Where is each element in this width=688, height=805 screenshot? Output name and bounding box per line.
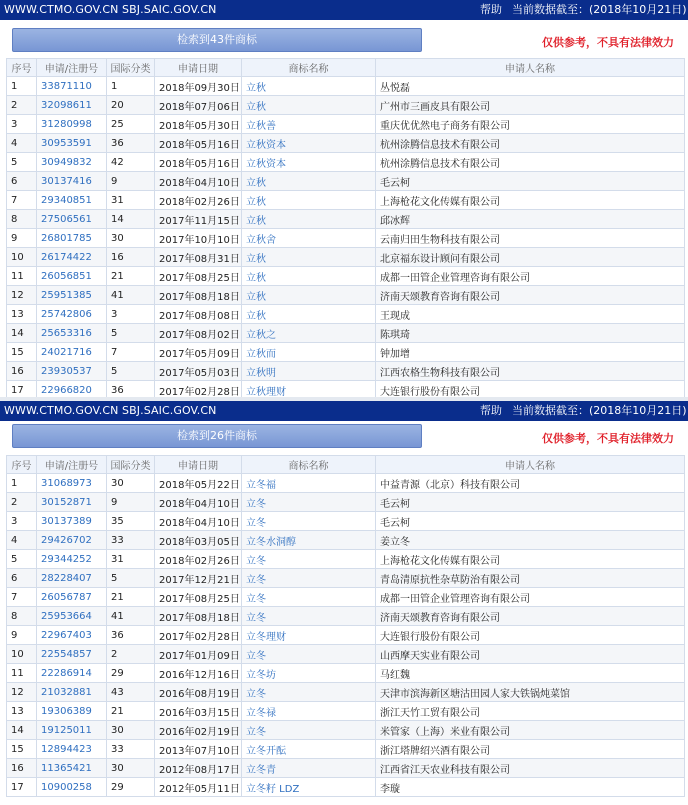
applicant-cell: 天津市滨海新区塘沽田园人家大铁锅炖菜馆 — [376, 683, 685, 702]
trademark-name-cell[interactable]: 立秋善 — [242, 115, 376, 134]
column-header: 国际分类 — [107, 456, 155, 474]
table-row — [7, 172, 685, 191]
class-cell: 21 — [107, 267, 155, 286]
table-header-row — [7, 59, 685, 77]
table-row — [7, 778, 685, 797]
trademark-name-cell[interactable]: 立秋舍 — [242, 229, 376, 248]
table-row — [7, 683, 685, 702]
applicant-cell: 毛云柯 — [376, 512, 685, 531]
reg-number-cell[interactable]: 12894423 — [37, 740, 107, 759]
row-index-cell: 11 — [7, 267, 37, 286]
reg-number-cell[interactable]: 19306389 — [37, 702, 107, 721]
trademark-name-cell[interactable]: 立冬 — [242, 721, 376, 740]
date-cell: 2012年05月11日 — [155, 778, 242, 797]
class-cell: 41 — [107, 607, 155, 626]
trademark-name-cell[interactable]: 立秋 — [242, 305, 376, 324]
class-cell: 30 — [107, 721, 155, 740]
date-cell: 2018年02月26日 — [155, 191, 242, 210]
table-row — [7, 153, 685, 172]
column-header: 申请日期 — [155, 59, 242, 77]
trademark-name-cell[interactable]: 立秋理财 — [242, 381, 376, 400]
table-row — [7, 191, 685, 210]
applicant-cell: 钟加增 — [376, 343, 685, 362]
row-index-cell: 8 — [7, 607, 37, 626]
table-row — [7, 96, 685, 115]
applicant-cell: 王现成 — [376, 305, 685, 324]
column-header: 商标名称 — [242, 59, 376, 77]
row-index-cell: 1 — [7, 77, 37, 96]
class-cell: 31 — [107, 191, 155, 210]
applicant-cell: 广州市三画皮具有限公司 — [376, 96, 685, 115]
class-cell: 36 — [107, 134, 155, 153]
table-row — [7, 645, 685, 664]
table-row — [7, 550, 685, 569]
help-link[interactable]: 帮助 — [480, 3, 502, 16]
class-cell: 5 — [107, 569, 155, 588]
trademark-search-panel-2 — [0, 401, 688, 805]
applicant-cell: 江西农格生物科技有限公司 — [376, 362, 685, 381]
table-row — [7, 267, 685, 286]
column-header: 申请/注册号 — [37, 59, 107, 77]
date-cell: 2017年02月28日 — [155, 626, 242, 645]
applicant-cell: 李璇 — [376, 778, 685, 797]
row-index-cell: 6 — [7, 569, 37, 588]
row-index-cell: 13 — [7, 702, 37, 721]
site-header-bar — [0, 0, 688, 20]
reg-number-cell[interactable]: 25953664 — [37, 607, 107, 626]
table-row — [7, 286, 685, 305]
reg-number-cell[interactable]: 33871110 — [37, 77, 107, 96]
table-row — [7, 626, 685, 645]
table-row — [7, 229, 685, 248]
reg-number-cell[interactable]: 30953591 — [37, 134, 107, 153]
date-cell: 2017年05月03日 — [155, 362, 242, 381]
row-index-cell: 16 — [7, 759, 37, 778]
site-header-bar — [0, 401, 688, 421]
applicant-cell: 浙江塔牌绍兴酒有限公司 — [376, 740, 685, 759]
column-header: 序号 — [7, 456, 37, 474]
date-cell: 2018年05月30日 — [155, 115, 242, 134]
table-row — [7, 740, 685, 759]
table-row — [7, 721, 685, 740]
row-index-cell: 11 — [7, 664, 37, 683]
table-row — [7, 248, 685, 267]
date-cell: 2013年07月10日 — [155, 740, 242, 759]
row-index-cell: 10 — [7, 248, 37, 267]
class-cell: 21 — [107, 588, 155, 607]
trademark-name-cell[interactable]: 立秋 — [242, 210, 376, 229]
row-index-cell: 14 — [7, 324, 37, 343]
applicant-cell: 重庆优优然电子商务有限公司 — [376, 115, 685, 134]
reg-number-cell[interactable]: 30152871 — [37, 493, 107, 512]
class-cell: 30 — [107, 229, 155, 248]
row-index-cell: 6 — [7, 172, 37, 191]
applicant-cell: 济南天颂教育咨询有限公司 — [376, 607, 685, 626]
applicant-cell: 杭州涂腾信息技术有限公司 — [376, 134, 685, 153]
trademark-result-table — [6, 455, 685, 797]
table-header-row — [7, 456, 685, 474]
class-cell: 16 — [107, 248, 155, 267]
date-cell: 2018年03月05日 — [155, 531, 242, 550]
reg-number-cell[interactable]: 25742806 — [37, 305, 107, 324]
reg-number-cell[interactable]: 26801785 — [37, 229, 107, 248]
applicant-cell: 邱冰辉 — [376, 210, 685, 229]
class-cell: 9 — [107, 493, 155, 512]
reg-number-cell[interactable]: 22967403 — [37, 626, 107, 645]
result-summary-bar — [0, 20, 688, 54]
applicant-cell: 中益青源（北京）科技有限公司 — [376, 474, 685, 493]
trademark-name-cell[interactable]: 立冬 — [242, 512, 376, 531]
trademark-name-cell[interactable]: 立冬福 — [242, 474, 376, 493]
row-index-cell: 1 — [7, 474, 37, 493]
date-cell: 2017年01月09日 — [155, 645, 242, 664]
trademark-name-cell[interactable]: 立冬开酝 — [242, 740, 376, 759]
row-index-cell: 5 — [7, 550, 37, 569]
table-row — [7, 134, 685, 153]
class-cell: 36 — [107, 626, 155, 645]
table-row — [7, 305, 685, 324]
date-cell: 2017年02月28日 — [155, 381, 242, 400]
table-row — [7, 362, 685, 381]
row-index-cell: 10 — [7, 645, 37, 664]
help-link[interactable]: 帮助 — [480, 404, 502, 417]
class-cell: 36 — [107, 381, 155, 400]
date-cell: 2018年05月16日 — [155, 134, 242, 153]
class-cell: 25 — [107, 115, 155, 134]
date-cell: 2017年05月09日 — [155, 343, 242, 362]
row-index-cell: 17 — [7, 778, 37, 797]
disclaimer-text: 仅供参考，不具有法律效力 — [542, 36, 674, 49]
date-cell: 2018年04月10日 — [155, 493, 242, 512]
class-cell: 31 — [107, 550, 155, 569]
trademark-name-cell[interactable]: 立秋之 — [242, 324, 376, 343]
reg-number-cell[interactable]: 24021716 — [37, 343, 107, 362]
trademark-search-panel-1 — [0, 0, 688, 397]
row-index-cell: 2 — [7, 96, 37, 115]
column-header: 国际分类 — [107, 59, 155, 77]
reg-number-cell[interactable]: 26174422 — [37, 248, 107, 267]
table-row — [7, 210, 685, 229]
applicant-cell: 江西省江天农业科技有限公司 — [376, 759, 685, 778]
site-url-label: WWW.CTMO.GOV.CN SBJ.SAIC.GOV.CN — [4, 3, 217, 16]
reg-number-cell[interactable]: 25653316 — [37, 324, 107, 343]
trademark-name-cell[interactable]: 立秋资本 — [242, 134, 376, 153]
table-row — [7, 324, 685, 343]
reg-number-cell[interactable]: 19125011 — [37, 721, 107, 740]
applicant-cell: 毛云柯 — [376, 172, 685, 191]
row-index-cell: 16 — [7, 362, 37, 381]
reg-number-cell[interactable]: 29340851 — [37, 191, 107, 210]
date-cell: 2017年08月02日 — [155, 324, 242, 343]
class-cell: 30 — [107, 759, 155, 778]
reg-number-cell[interactable]: 10900258 — [37, 778, 107, 797]
result-count-button[interactable]: 检索到26件商标 — [12, 424, 422, 448]
reg-number-cell[interactable]: 22286914 — [37, 664, 107, 683]
class-cell: 41 — [107, 286, 155, 305]
result-count-button[interactable]: 检索到43件商标 — [12, 28, 422, 52]
row-index-cell: 2 — [7, 493, 37, 512]
trademark-name-cell[interactable]: 立冬 — [242, 607, 376, 626]
date-cell: 2017年08月31日 — [155, 248, 242, 267]
date-cell: 2018年02月26日 — [155, 550, 242, 569]
reg-number-cell[interactable]: 21032881 — [37, 683, 107, 702]
reg-number-cell[interactable]: 22966820 — [37, 381, 107, 400]
table-row — [7, 343, 685, 362]
row-index-cell: 14 — [7, 721, 37, 740]
table-row — [7, 474, 685, 493]
row-index-cell: 4 — [7, 134, 37, 153]
date-cell: 2018年05月22日 — [155, 474, 242, 493]
class-cell: 29 — [107, 778, 155, 797]
class-cell: 9 — [107, 172, 155, 191]
applicant-cell: 杭州涂腾信息技术有限公司 — [376, 153, 685, 172]
date-cell: 2018年07月06日 — [155, 96, 242, 115]
trademark-name-cell[interactable]: 立冬籽 LDZ — [242, 778, 376, 797]
date-cell: 2017年08月18日 — [155, 607, 242, 626]
class-cell: 33 — [107, 740, 155, 759]
applicant-cell: 丛悦磊 — [376, 77, 685, 96]
table-row — [7, 531, 685, 550]
row-index-cell: 15 — [7, 740, 37, 759]
date-cell: 2016年03月15日 — [155, 702, 242, 721]
trademark-name-cell[interactable]: 立冬 — [242, 550, 376, 569]
table-row — [7, 512, 685, 531]
trademark-name-cell[interactable]: 立冬禄 — [242, 702, 376, 721]
date-cell: 2017年11月15日 — [155, 210, 242, 229]
class-cell: 42 — [107, 153, 155, 172]
row-index-cell: 3 — [7, 512, 37, 531]
reg-number-cell[interactable]: 29426702 — [37, 531, 107, 550]
trademark-name-cell[interactable]: 立冬 — [242, 683, 376, 702]
applicant-cell: 毛云柯 — [376, 493, 685, 512]
date-cell: 2017年08月25日 — [155, 267, 242, 286]
class-cell: 33 — [107, 531, 155, 550]
applicant-cell: 米管家（上海）米业有限公司 — [376, 721, 685, 740]
date-cell: 2017年12月21日 — [155, 569, 242, 588]
row-index-cell: 17 — [7, 381, 37, 400]
row-index-cell: 13 — [7, 305, 37, 324]
table-row — [7, 493, 685, 512]
class-cell: 21 — [107, 702, 155, 721]
class-cell: 5 — [107, 324, 155, 343]
trademark-name-cell[interactable]: 立秋 — [242, 191, 376, 210]
reg-number-cell[interactable]: 25951385 — [37, 286, 107, 305]
column-header: 商标名称 — [242, 456, 376, 474]
row-index-cell: 4 — [7, 531, 37, 550]
reg-number-cell[interactable]: 30137389 — [37, 512, 107, 531]
applicant-cell: 大连银行股份有限公司 — [376, 381, 685, 400]
reg-number-cell[interactable]: 26056851 — [37, 267, 107, 286]
date-cell: 2016年02月19日 — [155, 721, 242, 740]
column-header: 序号 — [7, 59, 37, 77]
applicant-cell: 济南天颂教育咨询有限公司 — [376, 286, 685, 305]
trademark-name-cell[interactable]: 立秋资本 — [242, 153, 376, 172]
date-cell: 2017年08月25日 — [155, 588, 242, 607]
date-cell: 2018年04月10日 — [155, 172, 242, 191]
trademark-name-cell[interactable]: 立冬水洞醇 — [242, 531, 376, 550]
reg-number-cell[interactable]: 27506561 — [37, 210, 107, 229]
class-cell: 43 — [107, 683, 155, 702]
reg-number-cell[interactable]: 26056787 — [37, 588, 107, 607]
table-row — [7, 77, 685, 96]
applicant-cell: 陈琪琦 — [376, 324, 685, 343]
row-index-cell: 9 — [7, 229, 37, 248]
trademark-name-cell[interactable]: 立秋 — [242, 172, 376, 191]
applicant-cell: 上海枪花文化传媒有限公司 — [376, 550, 685, 569]
date-cell: 2017年08月08日 — [155, 305, 242, 324]
trademark-name-cell[interactable]: 立冬 — [242, 493, 376, 512]
column-header: 申请日期 — [155, 456, 242, 474]
trademark-name-cell[interactable]: 立秋 — [242, 248, 376, 267]
class-cell: 30 — [107, 474, 155, 493]
applicant-cell: 浙江天竹工贸有限公司 — [376, 702, 685, 721]
table-row — [7, 607, 685, 626]
date-cell: 2016年12月16日 — [155, 664, 242, 683]
row-index-cell: 8 — [7, 210, 37, 229]
reg-number-cell[interactable]: 29344252 — [37, 550, 107, 569]
applicant-cell: 青岛清原抗性杂草防治有限公司 — [376, 569, 685, 588]
trademark-name-cell[interactable]: 立冬理财 — [242, 626, 376, 645]
applicant-cell: 大连银行股份有限公司 — [376, 626, 685, 645]
result-summary-bar — [0, 421, 688, 455]
date-cell: 2018年09月30日 — [155, 77, 242, 96]
applicant-cell: 山西摩天实业有限公司 — [376, 645, 685, 664]
reg-number-cell[interactable]: 11365421 — [37, 759, 107, 778]
row-index-cell: 7 — [7, 588, 37, 607]
reg-number-cell[interactable]: 31280998 — [37, 115, 107, 134]
class-cell: 35 — [107, 512, 155, 531]
site-url-label: WWW.CTMO.GOV.CN SBJ.SAIC.GOV.CN — [4, 404, 217, 417]
table-row — [7, 569, 685, 588]
class-cell: 5 — [107, 362, 155, 381]
applicant-cell: 上海枪花文化传媒有限公司 — [376, 191, 685, 210]
trademark-name-cell[interactable]: 立秋 — [242, 267, 376, 286]
date-cell: 2017年08月18日 — [155, 286, 242, 305]
table-row — [7, 759, 685, 778]
table-row — [7, 664, 685, 683]
reg-number-cell[interactable]: 31068973 — [37, 474, 107, 493]
applicant-cell: 北京福东设计顾问有限公司 — [376, 248, 685, 267]
date-cell: 2018年05月16日 — [155, 153, 242, 172]
row-index-cell: 3 — [7, 115, 37, 134]
row-index-cell: 7 — [7, 191, 37, 210]
row-index-cell: 12 — [7, 683, 37, 702]
applicant-cell: 马红魏 — [376, 664, 685, 683]
applicant-cell: 成都一田管企业管理咨询有限公司 — [376, 267, 685, 286]
row-index-cell: 15 — [7, 343, 37, 362]
column-header: 申请人名称 — [376, 59, 685, 77]
trademark-name-cell[interactable]: 立秋 — [242, 286, 376, 305]
applicant-cell: 成都一田管企业管理咨询有限公司 — [376, 588, 685, 607]
reg-number-cell[interactable]: 32098611 — [37, 96, 107, 115]
date-cell: 2012年08月17日 — [155, 759, 242, 778]
trademark-name-cell[interactable]: 立冬 — [242, 569, 376, 588]
data-date-label: 当前数据截至：(2018年10月21日) — [512, 404, 687, 417]
table-row — [7, 115, 685, 134]
trademark-name-cell[interactable]: 立秋 — [242, 96, 376, 115]
date-cell: 2018年04月10日 — [155, 512, 242, 531]
table-row — [7, 588, 685, 607]
trademark-result-table — [6, 58, 685, 400]
row-index-cell: 12 — [7, 286, 37, 305]
trademark-name-cell[interactable]: 立秋而 — [242, 343, 376, 362]
disclaimer-text: 仅供参考，不具有法律效力 — [542, 432, 674, 445]
class-cell: 29 — [107, 664, 155, 683]
reg-number-cell[interactable]: 28228407 — [37, 569, 107, 588]
class-cell: 2 — [107, 645, 155, 664]
class-cell: 3 — [107, 305, 155, 324]
trademark-name-cell[interactable]: 立冬 — [242, 588, 376, 607]
reg-number-cell[interactable]: 23930537 — [37, 362, 107, 381]
trademark-name-cell[interactable]: 立冬 — [242, 645, 376, 664]
class-cell: 7 — [107, 343, 155, 362]
date-cell: 2017年10月10日 — [155, 229, 242, 248]
reg-number-cell[interactable]: 30137416 — [37, 172, 107, 191]
trademark-name-cell[interactable]: 立冬坊 — [242, 664, 376, 683]
class-cell: 20 — [107, 96, 155, 115]
class-cell: 14 — [107, 210, 155, 229]
applicant-cell: 姜立冬 — [376, 531, 685, 550]
trademark-name-cell[interactable]: 立秋 — [242, 77, 376, 96]
row-index-cell: 5 — [7, 153, 37, 172]
trademark-name-cell[interactable]: 立冬青 — [242, 759, 376, 778]
table-row — [7, 702, 685, 721]
data-date-label: 当前数据截至：(2018年10月21日) — [512, 3, 687, 16]
reg-number-cell[interactable]: 22554857 — [37, 645, 107, 664]
date-cell: 2016年08月19日 — [155, 683, 242, 702]
applicant-cell: 云南归田生物科技有限公司 — [376, 229, 685, 248]
column-header: 申请/注册号 — [37, 456, 107, 474]
class-cell: 1 — [107, 77, 155, 96]
row-index-cell: 9 — [7, 626, 37, 645]
reg-number-cell[interactable]: 30949832 — [37, 153, 107, 172]
column-header: 申请人名称 — [376, 456, 685, 474]
trademark-name-cell[interactable]: 立秋明 — [242, 362, 376, 381]
